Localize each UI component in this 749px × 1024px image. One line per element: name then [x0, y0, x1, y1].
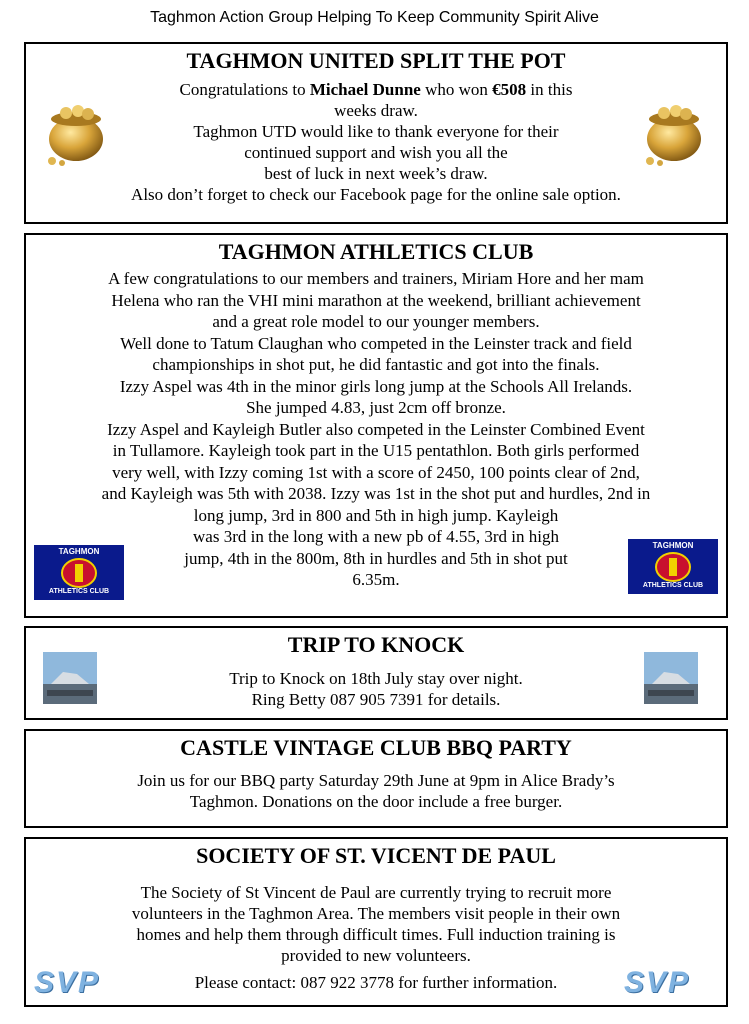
athletics-line: jump, 4th in the 800m, 8th in hurdles and 5th in shot put	[184, 548, 568, 568]
pot-of-gold-icon	[638, 99, 710, 167]
bbq-line: Taghmon. Donations on the door include a free burger.	[189, 792, 563, 811]
athletics-line: very well, with Izzy coming 1st with a score of 2450, 100 points clear of 2nd,	[112, 462, 640, 482]
athletics-line: long jump, 3rd in 800 and 5th in high jump. Kayleigh	[193, 505, 559, 525]
knock-shrine-photo	[644, 652, 698, 704]
athletics-line: Izzy Aspel was 4th in the minor girls long jump at the Schools All Irelands.	[119, 376, 633, 396]
split-the-pot-line: best of luck in next week’s draw.	[264, 164, 488, 183]
bbq-title: CASTLE VINTAGE CLUB BBQ PARTY	[180, 735, 572, 760]
split-the-pot-line: weeks draw.	[334, 101, 418, 120]
trip-to-knock-section	[24, 626, 728, 720]
prize-amount: €508	[492, 80, 527, 99]
knock-shrine-photo	[43, 652, 97, 704]
split-the-pot-title: TAGHMON UNITED SPLIT THE POT	[186, 48, 566, 73]
knock-line: Trip to Knock on 18th July stay over night.	[229, 669, 523, 688]
svp-line: The Society of St Vincent de Paul are currently trying to recruit more	[140, 883, 612, 902]
athletics-line: in Tullamore. Kayleigh took part in the U15 pentathlon. Both girls performed	[112, 441, 640, 460]
svp-section	[24, 837, 728, 1007]
bbq-party-section	[24, 729, 728, 828]
svp-logo: SVP	[624, 966, 691, 999]
athletics-line: Well done to Tatum Claughan who competed in the Leinster track and field	[120, 333, 632, 353]
svp-line: provided to new volunteers.	[281, 946, 471, 965]
knock-title: TRIP TO KNOCK	[287, 632, 465, 657]
svp-title: SOCIETY OF ST. VICENT DE PAUL	[196, 843, 556, 868]
athletics-line: Helena who ran the VHI mini marathon at the weekend, brilliant achievement	[111, 290, 641, 310]
split-the-pot-line: Also don’t forget to check our Facebook page for the online sale option.	[131, 185, 621, 204]
athletics-section	[24, 233, 728, 618]
athletics-line: A few congratulations to our members and trainers, Miriam Hore and her mam	[108, 269, 644, 288]
svp-contact: Please contact: 087 922 3778 for further information.	[194, 973, 558, 992]
split-the-pot-line: Congratulations to Michael Dunne who won €508 in this	[179, 80, 573, 99]
bbq-line: Join us for our BBQ party Saturday 29th June at 9pm in Alice Brady’s	[137, 771, 615, 790]
athletics-title: TAGHMON ATHLETICS CLUB	[218, 239, 534, 264]
knock-line: Ring Betty 087 905 7391 for details.	[251, 690, 501, 709]
svp-line: homes and help them through difficult times. Full induction training is	[136, 925, 616, 944]
athletics-line: championships in shot put, he did fantastic and got into the finals.	[152, 355, 600, 374]
svp-line: volunteers in the Taghmon Area. The members visit people in their own	[131, 904, 621, 923]
athletics-line: Izzy Aspel and Kayleigh Butler also competed in the Leinster Combined Event	[107, 419, 645, 439]
athletics-club-logo: TAGHMON ATHLETICS CLUB	[34, 545, 124, 600]
split-the-pot-line: Taghmon UTD would like to thank everyone for their	[193, 122, 559, 141]
athletics-line: and Kayleigh was 5th with 2038. Izzy was 1st in the shot put and hurdles, 2nd in	[101, 484, 651, 503]
athletics-club-logo: TAGHMON ATHLETICS CLUB	[628, 539, 718, 594]
page-header: Taghmon Action Group Helping To Keep Community Spirit Alive	[150, 9, 599, 26]
winner-name: Michael Dunne	[309, 80, 421, 99]
athletics-line: was 3rd in the long with a new pb of 4.55, 3rd in high	[193, 527, 559, 546]
split-the-pot-section	[24, 42, 728, 224]
svp-logo: SVP	[34, 966, 101, 999]
pot-of-gold-icon	[40, 99, 112, 167]
athletics-line: and a great role model to our younger members.	[212, 312, 540, 331]
athletics-line: She jumped 4.83, just 2cm off bronze.	[246, 398, 506, 417]
split-the-pot-line: continued support and wish you all the	[244, 143, 508, 162]
athletics-line: 6.35m.	[352, 570, 400, 589]
